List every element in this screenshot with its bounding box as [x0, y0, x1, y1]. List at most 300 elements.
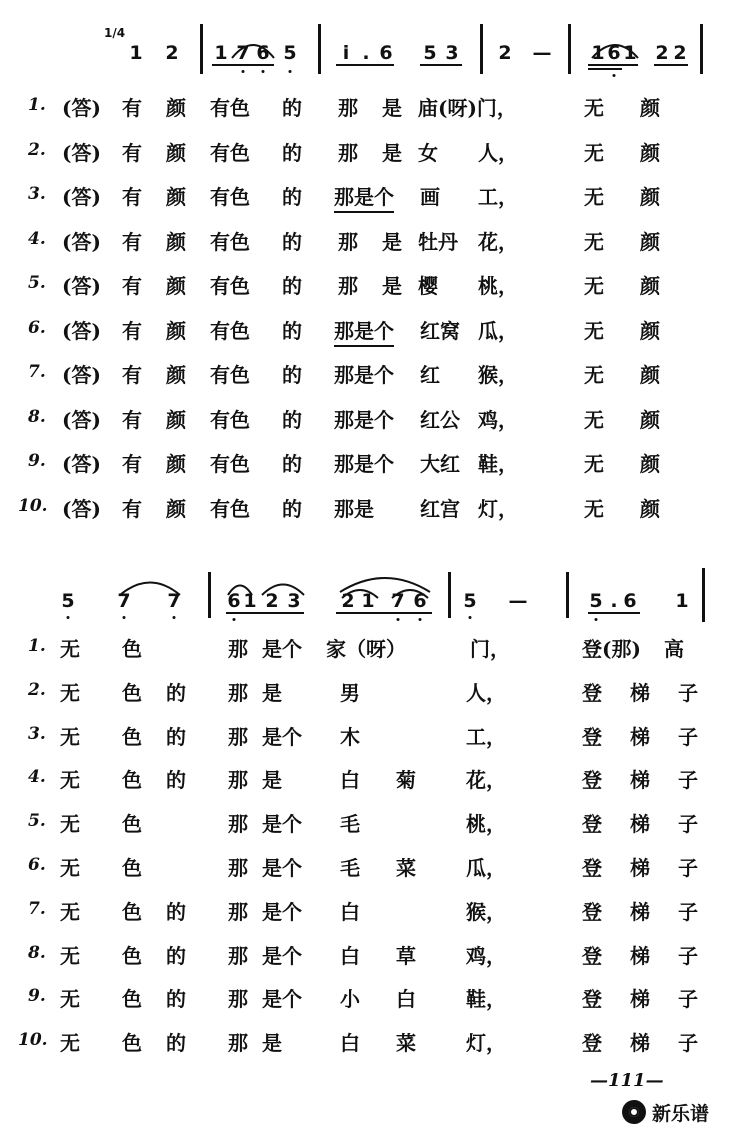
beam [588, 68, 622, 70]
lyric-syllable: 那 [228, 680, 248, 705]
lyric-syllable: 有色 [210, 96, 250, 120]
lyric-syllable: 登 [582, 768, 602, 793]
lyric-syllable: 有 [122, 96, 142, 120]
note: 1 [675, 590, 689, 612]
lyric-syllable: 无 [584, 452, 604, 476]
lyric-syllable: 红公 [420, 407, 460, 432]
note: 1 [243, 590, 257, 612]
low-octave-dot [469, 616, 472, 619]
note: 1 [591, 42, 605, 64]
note: 3 [287, 590, 301, 612]
note: 2 [655, 42, 669, 64]
lyric-line [0, 404, 750, 444]
lyric-line [0, 359, 750, 399]
note: 3 [445, 42, 459, 64]
lyric-syllable: 的 [166, 987, 186, 1012]
lyric-line [0, 940, 750, 980]
time-signature: 1/4 [104, 26, 126, 40]
verse-number: 4. [28, 228, 46, 249]
note: 7 [117, 590, 131, 612]
lyric-syllable: 牡丹 [418, 229, 458, 254]
lyric-line [0, 448, 750, 488]
note: 2 [673, 42, 687, 64]
lyric-syllable: 色 [122, 680, 142, 705]
lyric-syllable: 的 [282, 185, 302, 209]
lyric-syllable: 登 [582, 987, 602, 1012]
lyric-syllable: 是 [382, 274, 402, 298]
note: 2 [265, 590, 279, 612]
verse-number: 6. [28, 855, 46, 875]
lyric-line [0, 633, 750, 673]
lyric-syllable: 瓜， [466, 856, 506, 880]
verse-number: 3. [28, 184, 46, 204]
lyric-syllable: 画 [420, 185, 440, 209]
note: 2 [165, 42, 179, 64]
verse-number: 4. [28, 767, 46, 788]
note: 5 [463, 590, 477, 612]
lyric-syllable: 桃， [478, 274, 518, 298]
note: 6 [379, 42, 393, 64]
lyric-syllable: 是 [382, 229, 402, 254]
lyric-syllable: 的 [282, 452, 302, 476]
lyric-syllable: 色 [122, 856, 142, 880]
lyric-syllable: 色 [122, 768, 142, 793]
lyric-syllable: 红宫 [420, 496, 460, 521]
lyric-syllable: 登 [582, 724, 602, 749]
lyric-line [0, 764, 750, 804]
lyric-syllable: 是 [262, 768, 282, 793]
lyric-syllable: 那是 [334, 496, 374, 521]
note: 5 [61, 590, 75, 612]
lyric-syllable: 的 [166, 768, 186, 793]
lyric-syllable: 有色 [210, 185, 250, 209]
lyric-syllable: 有 [122, 496, 142, 521]
lyric-syllable: 鸡， [478, 407, 518, 432]
lyric-syllable: 毛 [340, 812, 360, 837]
lyric-syllable: 颜 [166, 274, 186, 298]
lyric-syllable: 桃， [466, 812, 506, 837]
lyric-syllable: 鞋， [478, 452, 518, 476]
lyric-syllable: 有色 [210, 274, 250, 298]
lyric-syllable: 有色 [210, 140, 250, 165]
lyric-syllable: 梯 [630, 724, 650, 749]
lyric-syllable: 梯 [630, 943, 650, 968]
note: 5 [423, 42, 437, 64]
lyric-syllable: 登 [582, 812, 602, 837]
lyric-syllable: 无 [584, 318, 604, 343]
verse-number: 10. [18, 1030, 48, 1051]
note: . [610, 590, 618, 612]
lyric-syllable: (答) [62, 318, 101, 343]
lyric-syllable: 是个 [262, 987, 302, 1012]
note: 2 [341, 590, 355, 612]
note: — [508, 590, 528, 612]
lyric-syllable: 有 [122, 185, 142, 209]
barline [318, 24, 321, 74]
verse-number: 2. [28, 679, 46, 700]
lyric-syllable: 是 [382, 140, 402, 165]
lyric-syllable: 那 [228, 1031, 248, 1056]
low-octave-dot [289, 70, 292, 73]
lyric-line [0, 181, 750, 221]
lyric-syllable: 樱 [418, 274, 438, 298]
lyric-syllable: 色 [122, 943, 142, 968]
lyric-syllable: 那是个 [334, 315, 394, 347]
lyric-syllable: 有色 [210, 318, 250, 343]
lyric-syllable: 有 [122, 363, 142, 387]
lyric-syllable: (答) [62, 229, 101, 254]
verse-number: 8. [28, 406, 46, 427]
lyric-line [0, 493, 750, 533]
lyric-syllable: 高 [664, 637, 684, 661]
lyric-syllable: 颜 [640, 140, 660, 165]
verse-number: 8. [28, 942, 46, 963]
note: — [532, 42, 552, 64]
lyric-syllable: 颜 [166, 363, 186, 387]
lyric-syllable: 子 [678, 680, 698, 705]
lyric-syllable: 颜 [640, 274, 660, 298]
lyric-syllable: 子 [678, 768, 698, 793]
note: 6 [256, 42, 270, 64]
verse-number: 10. [18, 495, 48, 516]
note: 5 [589, 590, 603, 612]
lyric-syllable: 色 [122, 724, 142, 749]
slurs-system-2 [0, 560, 750, 630]
lyric-syllable: 是个 [262, 856, 302, 880]
lyric-syllable: 人， [478, 140, 518, 165]
lyric-syllable: 色 [122, 637, 142, 661]
lyric-syllable: 的 [166, 724, 186, 749]
note: . [362, 42, 370, 64]
lyric-syllable: 颜 [166, 318, 186, 343]
notation-system-2 [0, 560, 750, 620]
lyric-syllable: 子 [678, 724, 698, 749]
lyric-syllable: 是个 [262, 724, 302, 749]
lyric-syllable: 菊 [396, 768, 416, 793]
lyric-syllable: 子 [678, 987, 698, 1012]
lyric-syllable: 灯， [478, 496, 518, 521]
lyric-syllable: 有 [122, 318, 142, 343]
lyric-line [0, 983, 750, 1023]
lyric-syllable: 有色 [210, 496, 250, 521]
barline [448, 572, 451, 618]
barline [702, 568, 705, 622]
lyric-syllable: 登 [582, 943, 602, 968]
verse-number: 6. [28, 317, 46, 338]
lyric-syllable: 无 [60, 943, 80, 968]
lyric-syllable: 毛 [340, 856, 360, 880]
lyric-syllable: 颜 [166, 229, 186, 254]
note: 2 [498, 42, 512, 64]
verse-number: 1. [28, 95, 46, 115]
lyric-syllable: 颜 [640, 452, 660, 476]
lyric-syllable: 梯 [630, 768, 650, 793]
lyric-syllable: 颜 [166, 452, 186, 476]
lyric-syllable: 梯 [630, 856, 650, 880]
lyric-syllable: 子 [678, 812, 698, 837]
note: 1 [361, 590, 375, 612]
lyric-syllable: 色 [122, 812, 142, 837]
low-octave-dot [262, 70, 265, 73]
verse-number: 2. [28, 139, 46, 160]
beam [336, 64, 394, 66]
lyric-syllable: 登 [582, 680, 602, 705]
lyric-syllable: 花， [478, 229, 518, 254]
lyric-syllable: 无 [60, 812, 80, 837]
lyric-syllable: 白 [340, 768, 360, 793]
lyric-syllable: 的 [166, 680, 186, 705]
lyric-syllable: 是个 [262, 899, 302, 924]
lyric-syllable: 无 [60, 724, 80, 749]
lyric-line [0, 721, 750, 761]
logo-text: 新乐谱 [652, 1102, 710, 1125]
lyric-syllable: 菜 [396, 1031, 416, 1056]
lyric-syllable: 无 [584, 407, 604, 432]
lyric-syllable: 登(那) [582, 637, 641, 661]
lyric-syllable: 的 [282, 407, 302, 432]
lyric-line [0, 226, 750, 266]
lyric-syllable: 那是个 [334, 452, 394, 476]
barline [568, 24, 571, 74]
lyric-syllable: 那 [228, 899, 248, 924]
lyric-syllable: 的 [166, 899, 186, 924]
lyric-syllable: 花， [466, 768, 506, 793]
verse-number: 7. [28, 362, 46, 382]
lyric-syllable: 有色 [210, 407, 250, 432]
lyric-syllable: 门， [470, 637, 510, 661]
lyric-syllable: 色 [122, 899, 142, 924]
lyric-syllable: 女 [418, 140, 438, 165]
lyric-syllable: 白 [340, 943, 360, 968]
lyric-syllable: 那 [338, 229, 358, 254]
lyric-syllable: (答) [62, 363, 101, 387]
verse-number: 5. [28, 811, 46, 832]
lyric-syllable: (答) [62, 140, 101, 165]
lyric-syllable: 大红 [420, 452, 460, 476]
verse-number: 5. [28, 273, 46, 293]
lyric-syllable: 无 [60, 637, 80, 661]
lyric-syllable: 有 [122, 140, 142, 165]
lyric-syllable: (答) [62, 96, 101, 120]
lyric-syllable: 那 [338, 274, 358, 298]
lyric-syllable: 无 [584, 96, 604, 120]
lyric-syllable: 无 [60, 856, 80, 880]
lyric-syllable: 红 [420, 363, 440, 387]
site-logo [622, 1098, 709, 1126]
lyric-syllable: 有 [122, 407, 142, 432]
note: 6 [227, 590, 241, 612]
verse-number: 7. [28, 898, 46, 919]
low-octave-dot [397, 618, 400, 621]
verse-number: 9. [28, 986, 46, 1007]
note: 7 [236, 42, 250, 64]
lyric-syllable: 无 [584, 496, 604, 521]
lyric-syllable: 是 [262, 1031, 282, 1056]
lyric-syllable: (答) [62, 407, 101, 432]
lyric-syllable: 颜 [640, 363, 660, 387]
lyric-syllable: 梯 [630, 987, 650, 1012]
lyric-syllable: 那 [228, 637, 248, 661]
beam [226, 612, 304, 614]
lyric-syllable: 无 [60, 987, 80, 1012]
lyric-syllable: 子 [678, 943, 698, 968]
lyric-syllable: 的 [166, 943, 186, 968]
lyric-syllable: 鞋， [466, 987, 506, 1012]
lyric-syllable: 木 [340, 724, 360, 749]
beam [588, 612, 640, 614]
lyric-syllable: 梯 [630, 680, 650, 705]
lyric-syllable: 那 [338, 96, 358, 120]
lyric-syllable: 颜 [640, 96, 660, 120]
lyric-syllable: 颜 [640, 185, 660, 209]
low-octave-dot [242, 70, 245, 73]
page-number: —111— [590, 1070, 664, 1091]
low-octave-dot [173, 616, 176, 619]
lyric-syllable: 是 [262, 680, 282, 705]
low-octave-dot [613, 74, 616, 77]
low-octave-dot [419, 618, 422, 621]
verse-number: 3. [28, 723, 46, 744]
barline [200, 24, 203, 74]
lyric-syllable: 有 [122, 452, 142, 476]
lyric-syllable: 颜 [166, 496, 186, 521]
lyric-syllable: 鸡， [466, 943, 506, 968]
lyric-syllable: 那 [228, 768, 248, 793]
lyric-syllable: 工， [466, 724, 506, 749]
lyric-syllable: 那 [228, 987, 248, 1012]
lyric-syllable: 无 [584, 140, 604, 165]
notation-system-1 [0, 18, 750, 78]
lyric-syllable: 灯， [466, 1031, 506, 1056]
low-octave-dot [595, 618, 598, 621]
lyric-syllable: 子 [678, 899, 698, 924]
lyric-syllable: 的 [282, 140, 302, 165]
lyric-syllable: 人， [466, 680, 506, 705]
lyric-syllable: 白 [340, 899, 360, 924]
lyric-syllable: 登 [582, 899, 602, 924]
barline [480, 24, 483, 74]
note: 6 [413, 590, 427, 612]
note: 6 [623, 590, 637, 612]
lyric-syllable: 是 [382, 96, 402, 120]
lyric-syllable: 草 [396, 943, 416, 968]
note: 5 [283, 42, 297, 64]
lyric-syllable: 那是个 [334, 407, 394, 432]
beam [588, 64, 638, 66]
lyric-syllable: 色 [122, 1031, 142, 1056]
note: 1 [623, 42, 637, 64]
lyric-syllable: 色 [122, 987, 142, 1012]
lyric-syllable: 无 [584, 274, 604, 298]
lyric-syllable: 的 [282, 96, 302, 120]
record-disc-icon [622, 1100, 646, 1124]
lyric-syllable: 颜 [640, 407, 660, 432]
lyric-syllable: 颜 [166, 407, 186, 432]
lyric-line [0, 270, 750, 310]
lyric-syllable: 梯 [630, 812, 650, 837]
lyric-syllable: 无 [584, 229, 604, 254]
lyric-syllable: 工， [478, 185, 518, 209]
lyric-syllable: 梯 [630, 1031, 650, 1056]
lyric-syllable: 那是个 [334, 363, 394, 387]
lyric-syllable: 猴， [466, 899, 506, 924]
beam [654, 64, 688, 66]
lyric-syllable: 无 [60, 680, 80, 705]
low-octave-dot [233, 618, 236, 621]
lyric-syllable: 颜 [166, 140, 186, 165]
lyric-syllable: 的 [282, 318, 302, 343]
lyric-syllable: 小 [340, 987, 360, 1012]
lyric-syllable: 梯 [630, 899, 650, 924]
lyric-syllable: 颜 [640, 229, 660, 254]
lyric-syllable: 颜 [166, 185, 186, 209]
lyric-syllable: 是个 [262, 943, 302, 968]
beam [212, 64, 274, 66]
lyric-syllable: 无 [60, 768, 80, 793]
lyric-line [0, 808, 750, 848]
lyric-line [0, 852, 750, 892]
lyric-syllable: 有 [122, 229, 142, 254]
lyric-syllable: 无 [60, 899, 80, 924]
beam [420, 64, 462, 66]
lyric-syllable: 子 [678, 856, 698, 880]
lyric-syllable: 登 [582, 1031, 602, 1056]
lyric-syllable: 的 [282, 229, 302, 254]
lyric-syllable: 那 [228, 724, 248, 749]
lyric-syllable: 是个 [262, 637, 302, 661]
lyric-syllable: 无 [584, 363, 604, 387]
lyric-syllable: 子 [678, 1031, 698, 1056]
note: 6 [607, 42, 621, 64]
lyric-syllable: 有 [122, 274, 142, 298]
lyric-syllable: 那 [228, 856, 248, 880]
lyric-line [0, 677, 750, 717]
lyric-syllable: 有色 [210, 363, 250, 387]
lyric-syllable: 是个 [262, 812, 302, 837]
note: 7 [167, 590, 181, 612]
lyric-syllable: 那是个 [334, 181, 394, 213]
lyric-syllable: 菜 [396, 856, 416, 880]
lyric-syllable: 的 [282, 496, 302, 521]
lyric-syllable: 白 [340, 1031, 360, 1056]
lyric-syllable: 颜 [640, 496, 660, 521]
lyric-syllable: 的 [282, 274, 302, 298]
lyric-syllable: 庙(呀)门， [418, 96, 517, 120]
barline [208, 572, 211, 618]
lyric-syllable: 有色 [210, 229, 250, 254]
lyric-syllable: 那 [228, 812, 248, 837]
lyric-syllable: (答) [62, 452, 101, 476]
lyric-syllable: (答) [62, 274, 101, 298]
note: 1 [214, 42, 228, 64]
barline [566, 572, 569, 618]
lyric-syllable: 无 [584, 185, 604, 209]
lyric-syllable: 颜 [166, 96, 186, 120]
lyric-syllable: 的 [282, 363, 302, 387]
lyric-syllable: 颜 [640, 318, 660, 343]
note: i [342, 42, 350, 64]
beam [336, 612, 432, 614]
lyric-line [0, 315, 750, 355]
lyric-syllable: 无 [60, 1031, 80, 1056]
lyric-syllable: 那 [338, 140, 358, 165]
verse-number: 9. [28, 451, 46, 471]
lyric-syllable: 瓜， [478, 318, 518, 343]
lyric-syllable: 的 [166, 1031, 186, 1056]
barline [700, 24, 703, 74]
lyric-syllable: 登 [582, 856, 602, 880]
note: 1 [129, 42, 143, 64]
